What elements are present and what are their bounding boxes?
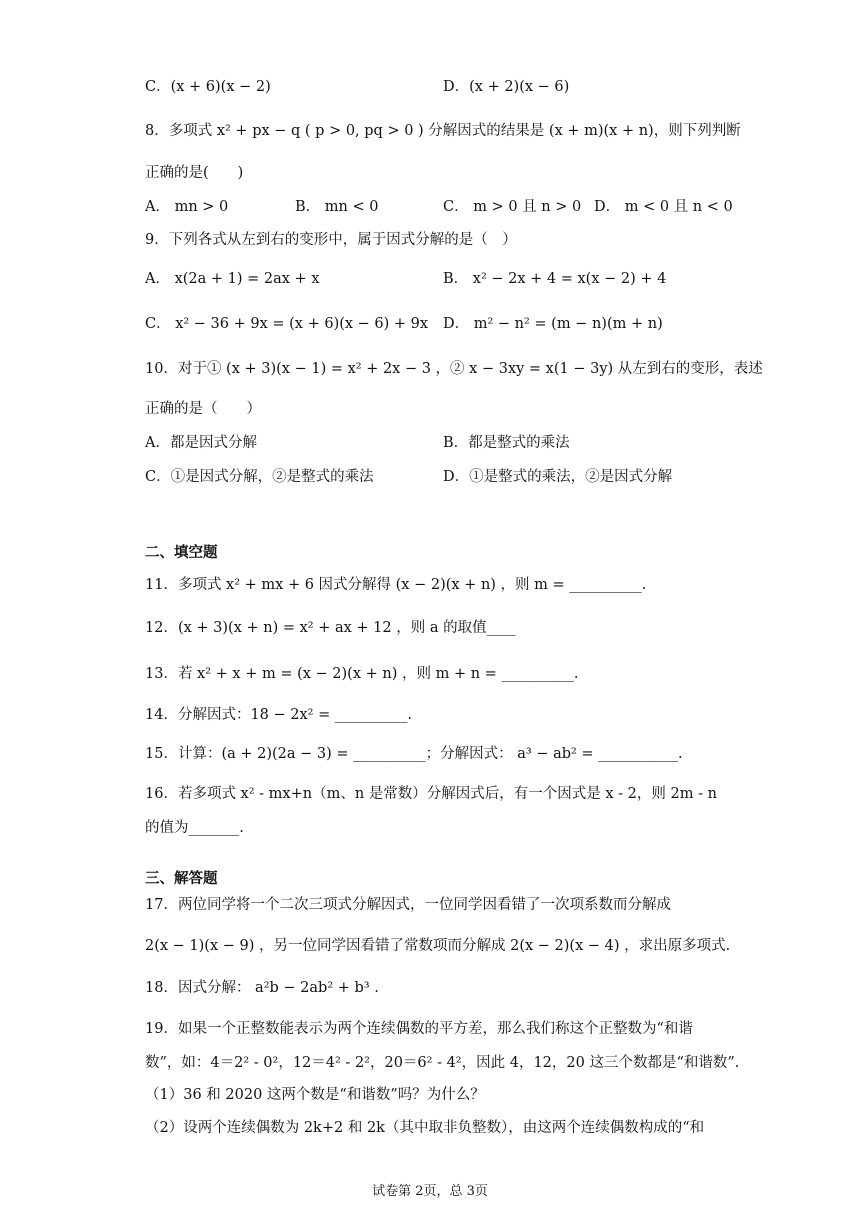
- q14: 14．分解因式：18 − 2x² = __________.: [145, 707, 412, 723]
- q17-line1: 17．两位同学将一个二次三项式分解因式，一位同学因看错了一次项系数而分解成: [145, 897, 671, 913]
- section-fill-in-title: 二、填空题: [145, 545, 218, 561]
- q19-part2: （2）设两个连续偶数为 2k+2 和 2k（其中取非负整数），由这两个连续偶数构成的“和: [145, 1120, 705, 1136]
- q8-stem-line2: 正确的是( ): [145, 165, 244, 181]
- q11: 11．多项式 x² + mx + 6 因式分解得 (x − 2)(x + n) ，则 m = __________.: [145, 577, 647, 593]
- q13: 13．若 x² + x + m = (x − 2)(x + n) ，则 m + n = __________.: [145, 666, 579, 682]
- q7-option-d: D．(x + 2)(x − 6): [443, 79, 570, 95]
- q8-option-d: D． m < 0 且 n < 0: [594, 199, 733, 215]
- q19-line1: 19．如果一个正整数能表示为两个连续偶数的平方差，那么我们称这个正整数为“和谐: [145, 1021, 693, 1037]
- q19-part1: （1）36 和 2020 这两个数是“和谐数”吗？为什么？: [145, 1087, 485, 1103]
- q8-option-c: C． m > 0 且 n > 0: [443, 199, 582, 215]
- q16-line1: 16．若多项式 x² - mx+n（m、n 是常数）分解因式后，有一个因式是 x - 2，则 2m - n: [145, 786, 717, 802]
- section-answer-title: 三、解答题: [145, 871, 218, 887]
- q17-line2: 2(x − 1)(x − 9) ，另一位同学因看错了常数项而分解成 2(x − 2)(x − 4) ，求出原多项式.: [145, 938, 731, 954]
- q8-stem-line1: 8．多项式 x² + px − q ( p > 0, pq > 0 ) 分解因式的结果是 (x + m)(x + n)，则下列判断: [145, 123, 741, 139]
- q9-option-d: D． m² − n² = (m − n)(m + n): [443, 316, 663, 332]
- q10-option-c: C．①是因式分解，②是整式的乘法: [145, 469, 374, 485]
- q10-option-b: B．都是整式的乘法: [443, 435, 570, 451]
- q10-stem-line2: 正确的是（ ）: [145, 401, 261, 417]
- q10-option-a: A．都是因式分解: [145, 435, 257, 451]
- q19-line2: 数”，如：4＝2² - 0²，12＝4² - 2²，20＝6² - 4²，因此 4，12，20 这三个数都是“和谐数”.: [145, 1055, 740, 1071]
- q8-option-a: A． mn > 0: [145, 199, 229, 215]
- q12: 12．(x + 3)(x + n) = x² + ax + 12 ，则 a 的取值____: [145, 620, 516, 636]
- q16-line2: 的值为_______.: [145, 820, 244, 836]
- q9-option-c: C． x² − 36 + 9x = (x + 6)(x − 6) + 9x: [145, 316, 429, 332]
- q9-option-a: A． x(2a + 1) = 2ax + x: [145, 271, 320, 287]
- page-footer: 试卷第 2页，总 3页: [372, 1184, 488, 1199]
- q9-option-b: B． x² − 2x + 4 = x(x − 2) + 4: [443, 271, 667, 287]
- q8-option-b: B． mn < 0: [295, 199, 379, 215]
- q7-option-c: C．(x + 6)(x − 2): [145, 79, 271, 95]
- q10-stem-line1: 10．对于① (x + 3)(x − 1) = x² + 2x − 3 ，② x − 3xy = x(1 − 3y) 从左到右的变形，表述: [145, 361, 763, 377]
- q10-option-d: D．①是整式的乘法，②是因式分解: [443, 469, 673, 485]
- q15: 15．计算：(a + 2)(2a − 3) = __________；分解因式： a³ − ab² = ___________.: [145, 746, 683, 762]
- q9-stem: 9．下列各式从左到右的变形中，属于因式分解的是（ ）: [145, 232, 517, 248]
- q18: 18．因式分解： a²b − 2ab² + b³ .: [145, 980, 379, 996]
